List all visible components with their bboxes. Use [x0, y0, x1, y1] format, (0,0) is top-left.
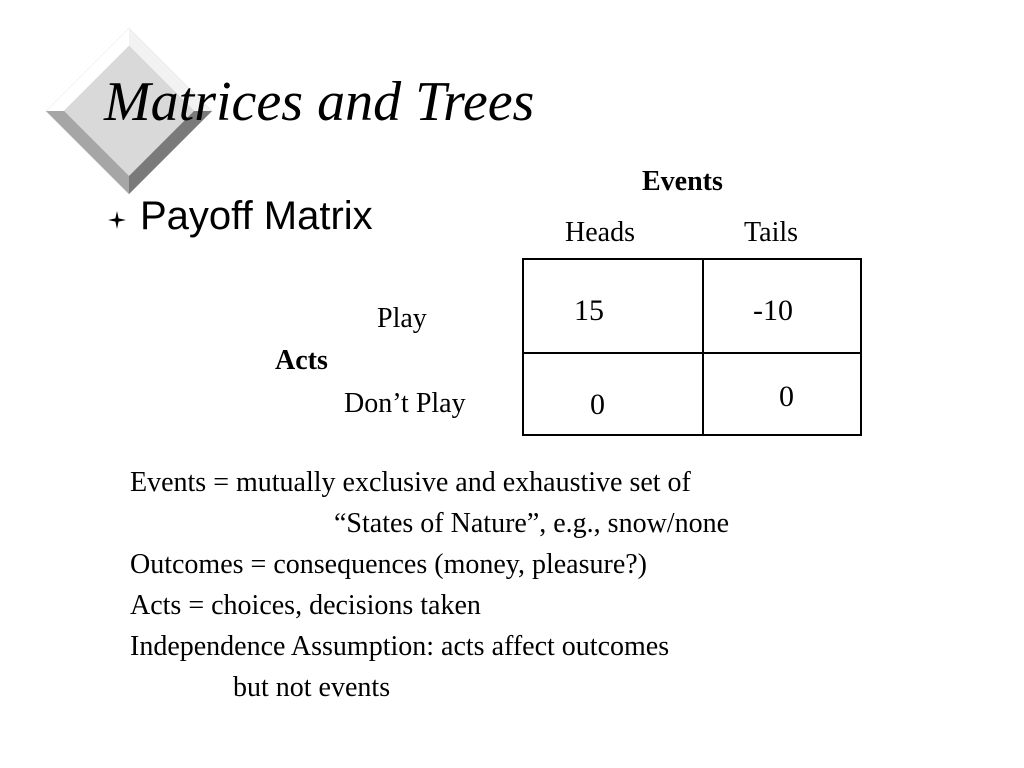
matrix-divider-vertical — [702, 260, 704, 434]
note-line: Independence Assumption: acts affect outcomes — [130, 631, 670, 662]
note-line: “States of Nature”, e.g., snow/none — [334, 508, 729, 539]
matrix-cell-dontplay-heads: 0 — [590, 388, 605, 421]
bullet-item — [108, 196, 373, 236]
note-line: Acts = choices, decisions taken — [130, 590, 481, 621]
events-label: Events — [642, 166, 723, 197]
note-line: Outcomes = consequences (money, pleasure?) — [130, 549, 648, 580]
page-title: Matrices and Trees — [104, 71, 535, 133]
matrix-cell-play-heads: 15 — [574, 294, 604, 327]
column-header-tails: Tails — [744, 217, 799, 248]
acts-label: Acts — [275, 345, 328, 376]
four-point-star-icon — [108, 211, 126, 229]
note-line: Events = mutually exclusive and exhaustive set of — [130, 467, 691, 498]
row-label-play: Play — [377, 303, 427, 334]
column-header-heads: Heads — [565, 217, 635, 248]
definitions-text — [130, 462, 729, 708]
payoff-matrix — [522, 258, 862, 436]
bullet-text: Payoff Matrix — [140, 194, 373, 238]
matrix-divider-horizontal — [524, 352, 860, 354]
matrix-cell-play-tails: -10 — [753, 294, 793, 327]
row-label-dont-play: Don’t Play — [344, 388, 466, 419]
note-line: but not events — [233, 672, 391, 703]
matrix-cell-dontplay-tails: 0 — [779, 380, 794, 413]
